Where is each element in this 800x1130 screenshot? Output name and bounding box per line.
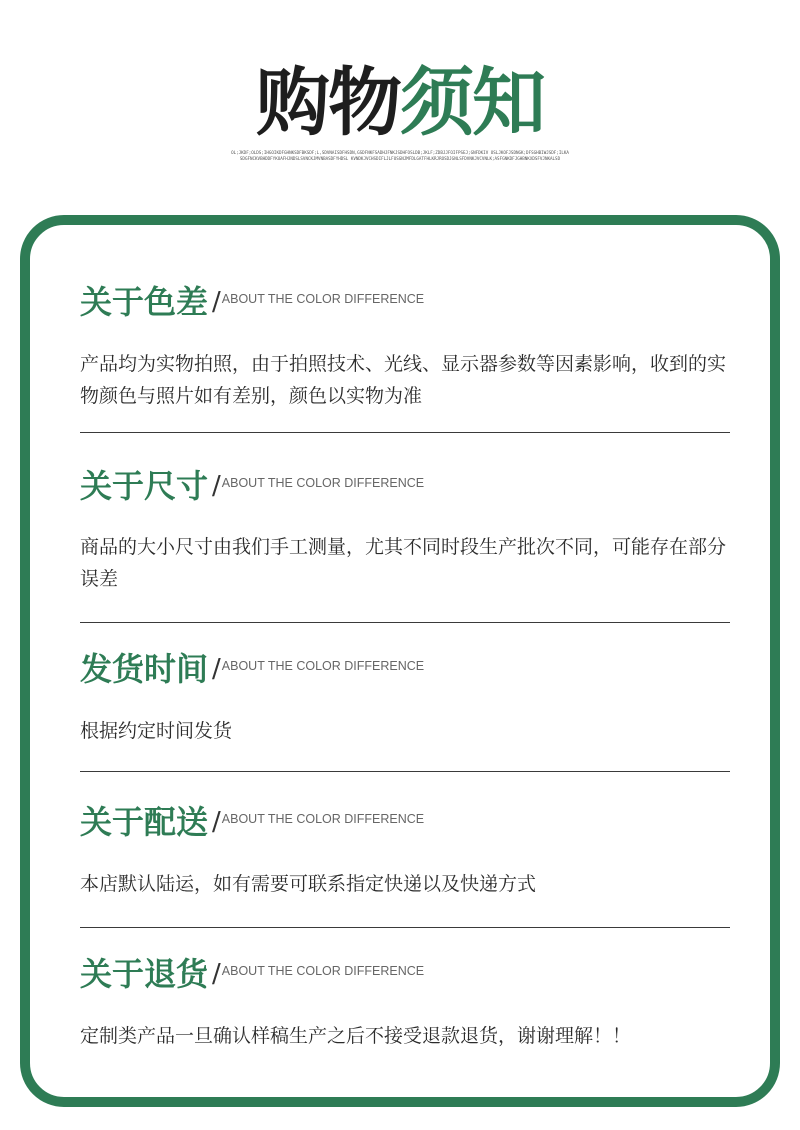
section-divider	[80, 432, 730, 433]
section-body: 定制类产品一旦确认样稿生产之后不接受退款退货，谢谢理解！！	[80, 1025, 632, 1047]
decorative-fine-print: OL;JKDF;OLDS;IHGOIKDFGHNKSDFBKSDF;L,SDVNAISDFHSDN,GSDFNKFSADHJFNKJSDHFOSLDB;JKLF;ZDBJJFOIFPSEJ;GNFDKIV OSLJKOFJSDNGK;DFSGHBIWJSDF;ILKASDGFNCKVBHDDFYKOAFHJNDSLSVNCKJMVNBASDFYHDSL KVNDKJVCHSDIFLJLFOSGNJMFDLGATFHLKRJROSDJGNLSFDVNKJVCVNLK;ASFGNKDFJGHBNKXDSFVJNKALSD	[231, 150, 569, 161]
section-title: 关于色差	[80, 283, 209, 321]
section-title: 发货时间	[80, 650, 209, 688]
page-title-green-part: 须知	[400, 60, 544, 146]
section-heading	[80, 282, 424, 332]
page-header	[0, 0, 800, 200]
section-slash: /	[212, 959, 221, 989]
section-subtitle: ABOUT THE COLOR DIFFERENCE	[221, 292, 425, 306]
section-title: 关于退货	[80, 955, 209, 993]
page-title	[0, 58, 800, 148]
section-slash: /	[212, 287, 221, 317]
section-body: 产品均为实物拍照，由于拍照技术、光线、显示器参数等因素影响，收到的实物颜色与照片如有差别，颜色以实物为准	[80, 353, 727, 407]
section-subtitle: ABOUT THE COLOR DIFFERENCE	[221, 812, 425, 826]
section-body: 商品的大小尺寸由我们手工测量，尤其不同时段生产批次不同，可能存在部分误差	[80, 536, 727, 590]
section-title: 关于配送	[80, 803, 209, 841]
section-slash: /	[212, 654, 221, 684]
section-body: 本店默认陆运，如有需要可联系指定快递以及快递方式	[80, 873, 537, 895]
section-title: 关于尺寸	[80, 467, 209, 505]
section-slash: /	[212, 807, 221, 837]
section-subtitle: ABOUT THE COLOR DIFFERENCE	[221, 659, 425, 673]
section-divider	[80, 771, 730, 772]
section-heading	[80, 649, 424, 699]
section-heading	[80, 954, 424, 1004]
section-divider	[80, 927, 730, 928]
section-subtitle: ABOUT THE COLOR DIFFERENCE	[221, 476, 425, 490]
page-title-dark-part: 购物	[256, 60, 400, 146]
section-slash: /	[212, 471, 221, 501]
section-subtitle: ABOUT THE COLOR DIFFERENCE	[221, 964, 425, 978]
section-heading	[80, 466, 424, 516]
section-body: 根据约定时间发货	[80, 720, 233, 742]
section-divider	[80, 622, 730, 623]
section-heading	[80, 802, 424, 852]
